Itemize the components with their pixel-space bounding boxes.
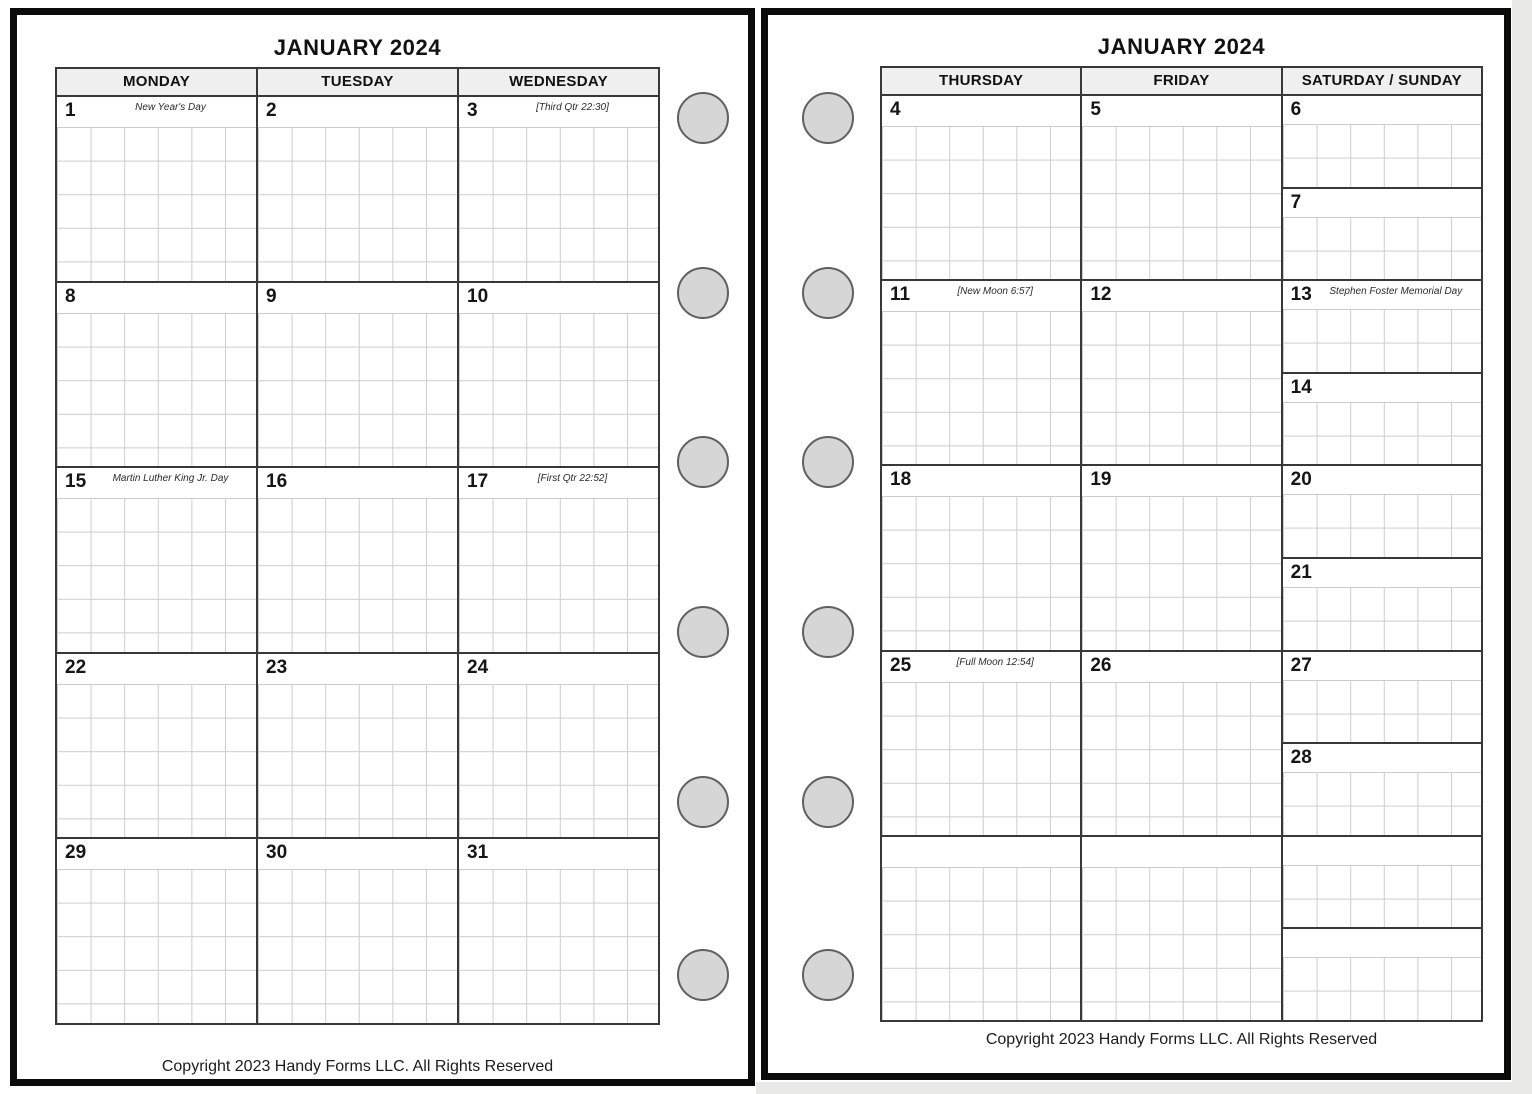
saturday-sunday-cell	[1281, 466, 1481, 649]
binder-hole	[802, 776, 854, 828]
day-number: 19	[1090, 469, 1112, 491]
writing-grid	[1082, 682, 1280, 835]
day-cell	[256, 468, 457, 652]
binder-hole	[677, 436, 729, 488]
binder-hole	[802, 92, 854, 144]
day-number: 20	[1290, 469, 1312, 491]
saturday-sunday-cell	[1281, 837, 1481, 1020]
saturday-half	[1283, 652, 1481, 743]
sunday-half	[1283, 187, 1481, 280]
week-rows-left	[57, 97, 658, 1023]
sunday-half	[1283, 372, 1481, 465]
week-row	[882, 650, 1481, 835]
writing-grid	[1082, 311, 1280, 464]
day-cell	[882, 96, 1080, 279]
saturday-half	[1283, 281, 1481, 372]
day-number: 10	[467, 285, 489, 307]
writing-grid	[1082, 126, 1280, 279]
day-number: 8	[65, 285, 76, 307]
right-page	[761, 8, 1511, 1080]
sunday-half	[1283, 557, 1481, 650]
day-number: 14	[1290, 376, 1312, 398]
day-cell	[882, 652, 1080, 835]
day-number: 23	[266, 656, 288, 678]
writing-grid	[1082, 496, 1280, 649]
binder-hole	[677, 606, 729, 658]
writing-grid	[882, 496, 1080, 649]
day-cell	[1080, 281, 1280, 464]
binder-hole	[802, 267, 854, 319]
day-cell	[457, 839, 658, 1023]
writing-grid	[459, 498, 658, 652]
left-page	[10, 8, 755, 1086]
writing-grid	[57, 869, 256, 1023]
day-cell	[57, 468, 256, 652]
day-number: 4	[890, 99, 901, 120]
day-note: [First Qtr 22:52]	[537, 473, 608, 485]
writing-grid	[1283, 124, 1481, 187]
scan-edge-right	[1512, 0, 1532, 1094]
day-cell	[57, 283, 256, 467]
writing-grid	[258, 498, 457, 652]
day-number: 21	[1290, 562, 1312, 584]
sunday-half	[1283, 742, 1481, 835]
saturday-half	[1283, 466, 1481, 557]
day-cell	[1080, 466, 1280, 649]
writing-grid	[1283, 217, 1481, 280]
saturday-half	[1283, 96, 1481, 187]
day-note: New Year's Day	[135, 102, 206, 113]
writing-grid	[258, 127, 457, 281]
day-number: 17	[467, 471, 489, 493]
saturday-sunday-cell	[1281, 281, 1481, 464]
binder-hole	[802, 949, 854, 1001]
week-row	[882, 464, 1481, 649]
day-number: 18	[890, 469, 912, 491]
day-number: 24	[467, 656, 489, 678]
day-note: Stephen Foster Memorial Day	[1329, 286, 1463, 298]
writing-grid	[459, 127, 658, 281]
day-cell	[1080, 837, 1280, 1020]
calendar-table-left	[55, 67, 660, 1025]
day-number: 13	[1290, 284, 1312, 306]
copyright-right: Copyright 2023 Handy Forms LLC. All Rights Reserved	[985, 1031, 1378, 1048]
writing-grid	[258, 313, 457, 467]
day-number: 7	[1290, 191, 1302, 213]
week-row	[57, 281, 658, 467]
binder-hole	[677, 267, 729, 319]
writing-grid	[882, 311, 1080, 464]
binder-hole	[802, 606, 854, 658]
day-number: 11	[890, 284, 911, 306]
week-row	[882, 835, 1481, 1020]
header-monday: MONDAY	[122, 73, 191, 90]
binder-hole	[802, 436, 854, 488]
day-note: [New Moon 6:57]	[957, 286, 1033, 298]
day-number: 27	[1290, 654, 1312, 676]
writing-grid	[1283, 680, 1481, 743]
day-number: 31	[467, 842, 489, 864]
day-cell	[256, 97, 457, 281]
writing-grid	[882, 867, 1080, 1020]
day-cell	[457, 283, 658, 467]
day-cell	[256, 839, 457, 1023]
day-number: 26	[1090, 654, 1112, 676]
week-row	[57, 837, 658, 1023]
day-cell	[1080, 96, 1280, 279]
saturday-half	[1283, 837, 1481, 928]
day-number: 28	[1290, 747, 1312, 769]
day-number: 5	[1090, 99, 1101, 120]
day-cell	[457, 468, 658, 652]
header-friday: FRIDAY	[1080, 68, 1280, 94]
day-number: 29	[65, 842, 87, 864]
day-number: 15	[65, 471, 87, 493]
week-row	[882, 96, 1481, 279]
day-cell	[882, 281, 1080, 464]
day-cell	[882, 466, 1080, 649]
writing-grid	[1283, 309, 1481, 372]
binder-hole	[677, 92, 729, 144]
day-cell	[882, 837, 1080, 1020]
writing-grid	[57, 684, 256, 838]
scan-edge-bottom	[756, 1082, 1532, 1094]
saturday-sunday-cell	[1281, 652, 1481, 835]
day-note: [Third Qtr 22:30]	[536, 102, 609, 113]
day-number: 16	[266, 471, 288, 493]
sunday-half	[1283, 927, 1481, 1020]
day-cell	[256, 283, 457, 467]
day-number: 25	[890, 654, 912, 676]
writing-grid	[882, 682, 1080, 835]
page-title-left: JANUARY 2024	[273, 35, 442, 60]
writing-grid	[1082, 867, 1280, 1020]
writing-grid	[1283, 865, 1481, 928]
writing-grid	[57, 498, 256, 652]
day-number: 9	[266, 285, 277, 307]
week-rows-right	[882, 96, 1481, 1020]
day-cell	[256, 654, 457, 838]
day-number: 12	[1090, 284, 1112, 306]
week-row	[57, 466, 658, 652]
writing-grid	[1283, 772, 1481, 835]
day-cell	[57, 839, 256, 1023]
weekday-header-row	[882, 68, 1481, 96]
day-number: 6	[1290, 99, 1302, 120]
writing-grid	[57, 313, 256, 467]
writing-grid	[459, 869, 658, 1023]
binder-hole	[677, 949, 729, 1001]
calendar-table-right	[880, 66, 1483, 1022]
saturday-sunday-cell	[1281, 96, 1481, 279]
day-number: 3	[467, 100, 478, 121]
header-tuesday: TUESDAY	[256, 69, 457, 95]
day-number: 30	[266, 842, 288, 864]
writing-grid	[459, 313, 658, 467]
copyright-left: Copyright 2023 Handy Forms LLC. All Rights Reserved	[161, 1058, 554, 1075]
header-wednesday: WEDNESDAY	[457, 69, 658, 95]
day-number: 2	[266, 100, 277, 121]
week-row	[882, 279, 1481, 464]
writing-grid	[258, 869, 457, 1023]
day-cell	[457, 97, 658, 281]
day-cell	[57, 97, 256, 281]
writing-grid	[57, 127, 256, 281]
day-cell	[57, 654, 256, 838]
writing-grid	[882, 126, 1080, 279]
writing-grid	[258, 684, 457, 838]
day-number: 22	[65, 656, 87, 678]
day-cell	[1080, 652, 1280, 835]
writing-grid	[459, 684, 658, 838]
writing-grid	[1283, 957, 1481, 1020]
writing-grid	[1283, 402, 1481, 465]
day-cell	[457, 654, 658, 838]
day-note: [Full Moon 12:54]	[956, 656, 1034, 668]
writing-grid	[1283, 587, 1481, 650]
week-row	[57, 652, 658, 838]
week-row	[57, 97, 658, 281]
header-thursday: THURSDAY	[938, 72, 1024, 89]
header-saturday-sunday: SATURDAY / SUNDAY	[1281, 68, 1481, 94]
day-note: Martin Luther King Jr. Day	[112, 473, 229, 485]
binder-hole	[677, 776, 729, 828]
weekday-header-row	[57, 69, 658, 97]
page-title-right: JANUARY 2024	[1097, 34, 1266, 59]
writing-grid	[1283, 494, 1481, 557]
day-number: 1	[65, 100, 76, 121]
